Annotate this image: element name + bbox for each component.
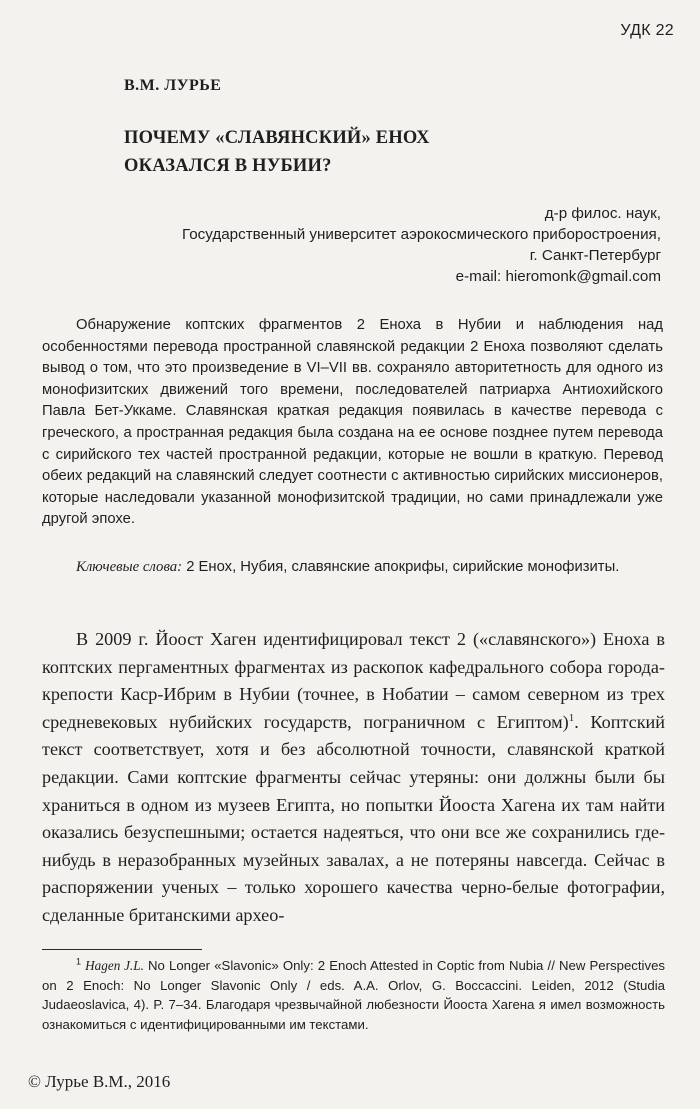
footnote-1	[42, 956, 665, 1034]
footnote-author: Hagen J.L.	[85, 958, 144, 973]
author-institution: Государственный университет аэрокосмического приборостроения,	[182, 226, 661, 243]
author-city: г. Санкт-Петербург	[529, 247, 661, 264]
body-text-part-2: . Коптский текст соответствует, хотя и без абсолютной точности, славянской краткой редакции. Сами коптские фрагменты сейчас утеряны: они должны были бы храниться в одном из музеев Египта, но попытки Йооста Хагена их там найти оказались безуспешными; остается надеяться, что они все же сохранились где-нибудь в неразобранных музейных завалах, а не потеряны навсегда. Сейчас в распоряжении ученых – только хорошего качества черно-белые фотографии, сделанные британскими архео-	[42, 711, 665, 925]
copyright-notice: © Лурье В.М., 2016	[28, 1072, 171, 1091]
article-title	[124, 124, 594, 180]
footnote-reference[interactable]: 1	[568, 711, 575, 724]
footnote-text: No Longer «Slavonic» Only: 2 Enoch Attested in Coptic from Nubia // New Perspectives on 2 Enoch: No Longer Slavonic Only / eds. A.A. Orlov, G. Boccaccini. Leiden, 2012 (Studia Judaeoslavica, 4). P. 7–34. Благодаря чрезвычайной любезности Йооста Хагена я имел возможность ознакомиться с идентифицированными им текстами.	[42, 958, 665, 1032]
author-email: e-mail: hieromonk@gmail.com	[455, 268, 661, 285]
author-affiliation	[101, 203, 661, 287]
article-author: В.М. ЛУРЬЕ	[124, 77, 222, 94]
body-paragraph	[42, 626, 665, 930]
footnote-number: 1	[76, 956, 82, 967]
keywords-text: 2 Енох, Нубия, славянские апокрифы, сирийские монофизиты.	[182, 559, 620, 575]
body-text-part-1: В 2009 г. Йоост Хаген идентифицировал текст 2 («славянского») Еноха в коптских пергаментных фрагментах из раскопок кафедрального собора города-крепости Каср-Ибрим в Нубии (точнее, в Нобатии – самом северном из трех средневековых нубийских государств, пограничном с Египтом)	[42, 629, 665, 732]
title-line-2: ОКАЗАЛСЯ В НУБИИ?	[124, 156, 332, 176]
footnote-divider	[42, 949, 202, 950]
udk-code: УДК 22	[620, 22, 674, 39]
abstract-paragraph: Обнаружение коптских фрагментов 2 Еноха в Нубии и наблюдения над особенностями перевода пространной славянской редакции 2 Еноха позволяют сделать вывод о том, что это произведение в VI–VII вв. сохраняло авторитетность для одного из монофизитских движений того времени, последователей патриарха Антиохийского Павла Бет-Уккаме. Славянская краткая редакция появилась в качестве перевода с греческого, а пространная редакция была создана на ее основе позднее путем перевода с сирийского тех частей пространной редакции, которые не вошли в краткую. Перевод обеих редакций на славянский следует соотнести с активностью сирийских миссионеров, которые наследовали указанной монофизитской традиции, но сами принадлежали уже другой эпохе.	[42, 317, 663, 528]
title-line-1: ПОЧЕМУ «СЛАВЯНСКИЙ» ЕНОХ	[124, 128, 430, 148]
author-degree: д-р филос. наук,	[544, 205, 661, 222]
keywords-label: Ключевые слова:	[76, 559, 183, 575]
keywords-paragraph	[42, 557, 663, 579]
